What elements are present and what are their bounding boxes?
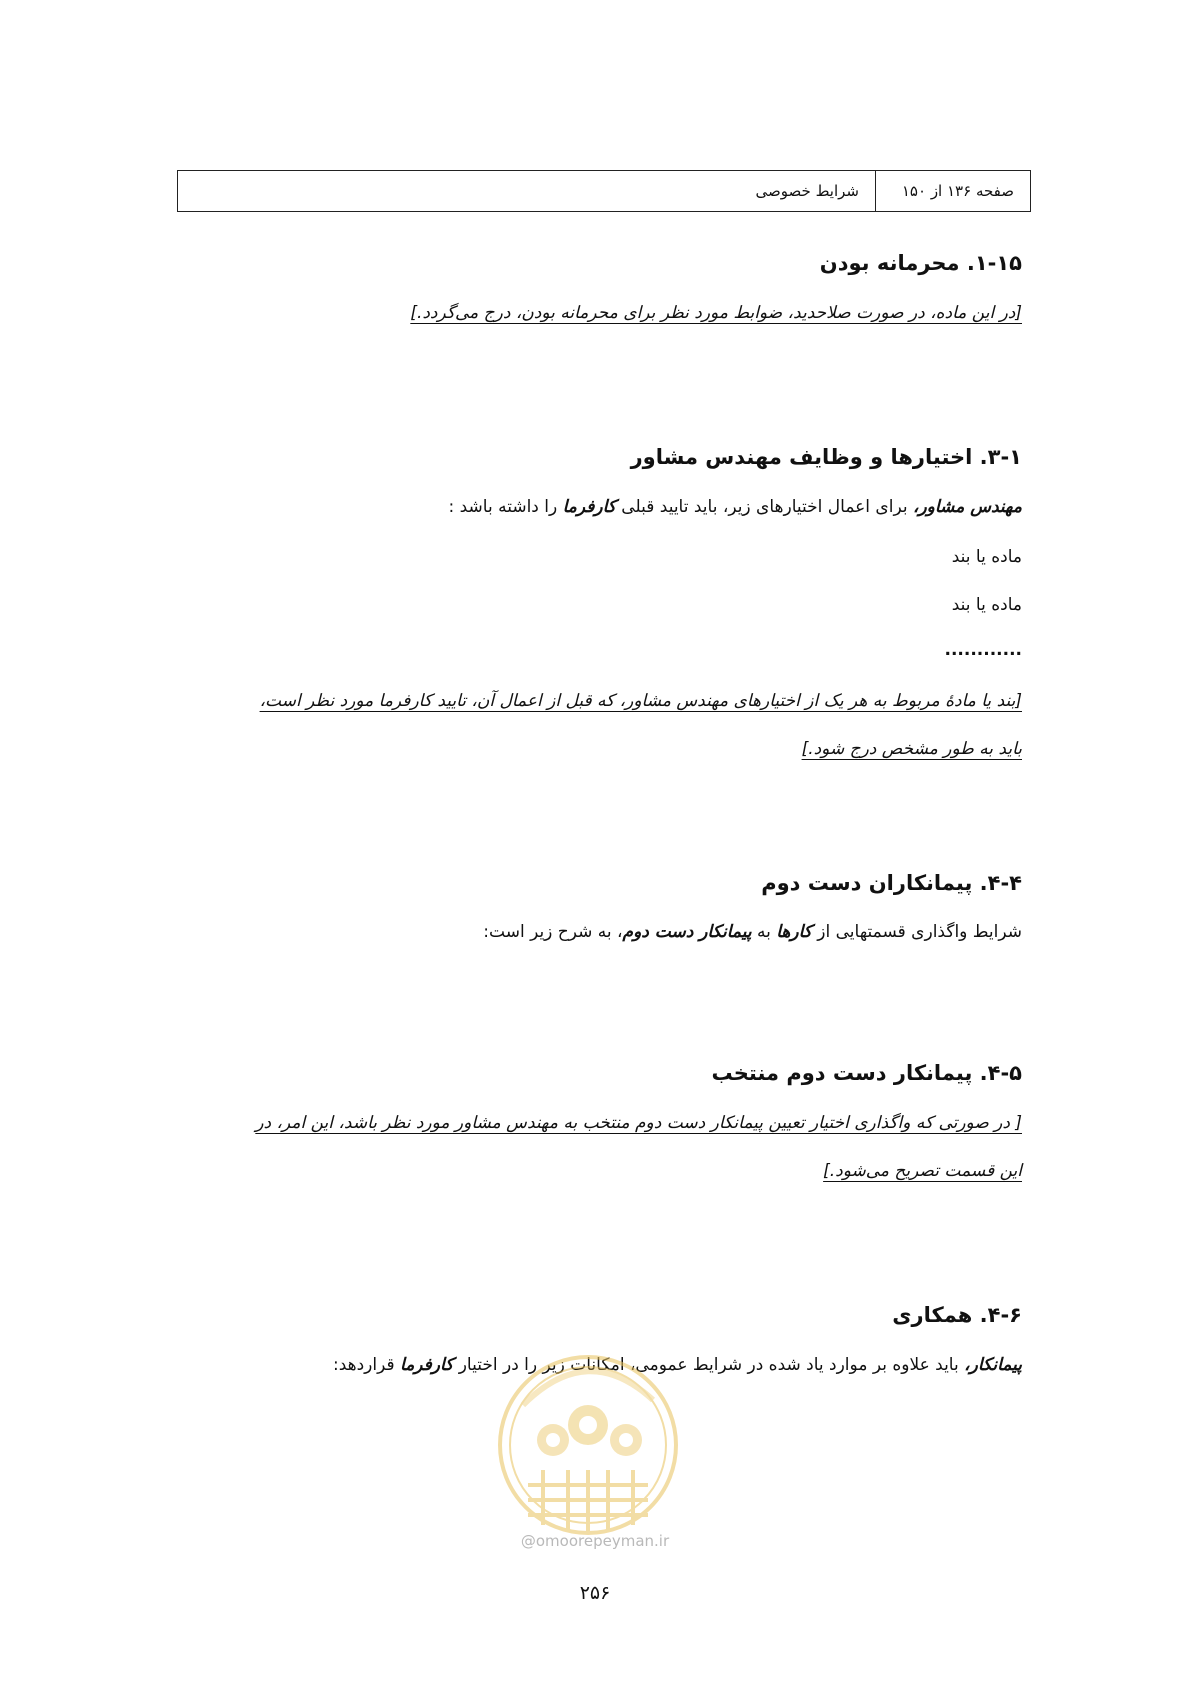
term-consultant: مهندس مشاور، <box>912 497 1022 517</box>
term-works: کارها <box>776 922 812 942</box>
term-employer: کارفرما <box>400 1355 454 1375</box>
section-note-consultant-line2: باید به طور مشخص درج شود.] <box>801 739 1022 759</box>
term-contractor: پیمانکار، <box>964 1355 1022 1375</box>
page-number: ۲۵۶ <box>579 1582 611 1604</box>
section-heading-cooperation: ۴-۶. همکاری <box>892 1303 1022 1327</box>
page-indicator: صفحه ۱۳۶ از ۱۵۰ <box>875 171 1030 211</box>
paragraph-text: قراردهد: <box>332 1355 401 1375</box>
section-note-nominated-line1: [ در صورتی که واگذاری اختیار تعیین پیمانکار دست دوم منتخب به مهندس مشاور مورد نظر باشد، این امر، در <box>255 1113 1022 1133</box>
list-item: ماده یا بند <box>951 595 1022 615</box>
list-item: ماده یا بند <box>951 547 1022 567</box>
paragraph-text: برای اعمال اختیارهای زیر، باید تایید قبلی <box>615 497 913 517</box>
subcontractors-paragraph <box>168 917 1022 947</box>
term-employer: کارفرما <box>562 497 616 517</box>
paragraph-text: شرایط واگذاری قسمتهایی از <box>811 922 1022 942</box>
document-title: شرایط خصوصی <box>755 182 859 200</box>
consultant-authority-paragraph <box>168 492 1022 522</box>
term-subcontractor: پیمانکار دست دوم <box>622 922 752 942</box>
section-heading-subcontractors: ۴-۴. پیمانکاران دست دوم <box>761 871 1022 895</box>
paragraph-text: باید علاوه بر موارد یاد شده در شرایط عمومی، امکانات زیر را در اختیار <box>453 1355 965 1375</box>
section-note-confidentiality: [در این ماده، در صورت صلاحدید، ضوابط مورد نظر برای محرمانه بودن، درج می‌گردد.] <box>410 303 1022 323</box>
section-note-consultant-line1: [بند یا مادۀ مربوط به هر یک از اختیارهای مهندس مشاور، که قبل از اعمال آن، تایید کارفرما مورد نظر است، <box>259 691 1022 711</box>
section-heading-confidentiality: ۱-۱۵. محرمانه بودن <box>819 251 1022 275</box>
ellipsis-placeholder: ............ <box>944 640 1022 660</box>
watermark-logo-icon <box>488 1345 688 1545</box>
section-heading-consultant-authority: ۳-۱. اختیارها و وظایف مهندس مشاور <box>630 445 1022 469</box>
paragraph-text: را داشته باشد : <box>448 497 563 517</box>
page-header-table <box>177 170 1031 212</box>
section-heading-nominated-subcontractor: ۴-۵. پیمانکار دست دوم منتخب <box>711 1061 1022 1085</box>
paragraph-text: به <box>751 922 777 942</box>
watermark-site-text: @omoorepeyman.ir <box>520 1532 670 1550</box>
paragraph-text: ، به شرح زیر است: <box>483 922 623 942</box>
section-note-nominated-line2: این قسمت تصریح می‌شود.] <box>823 1161 1022 1181</box>
